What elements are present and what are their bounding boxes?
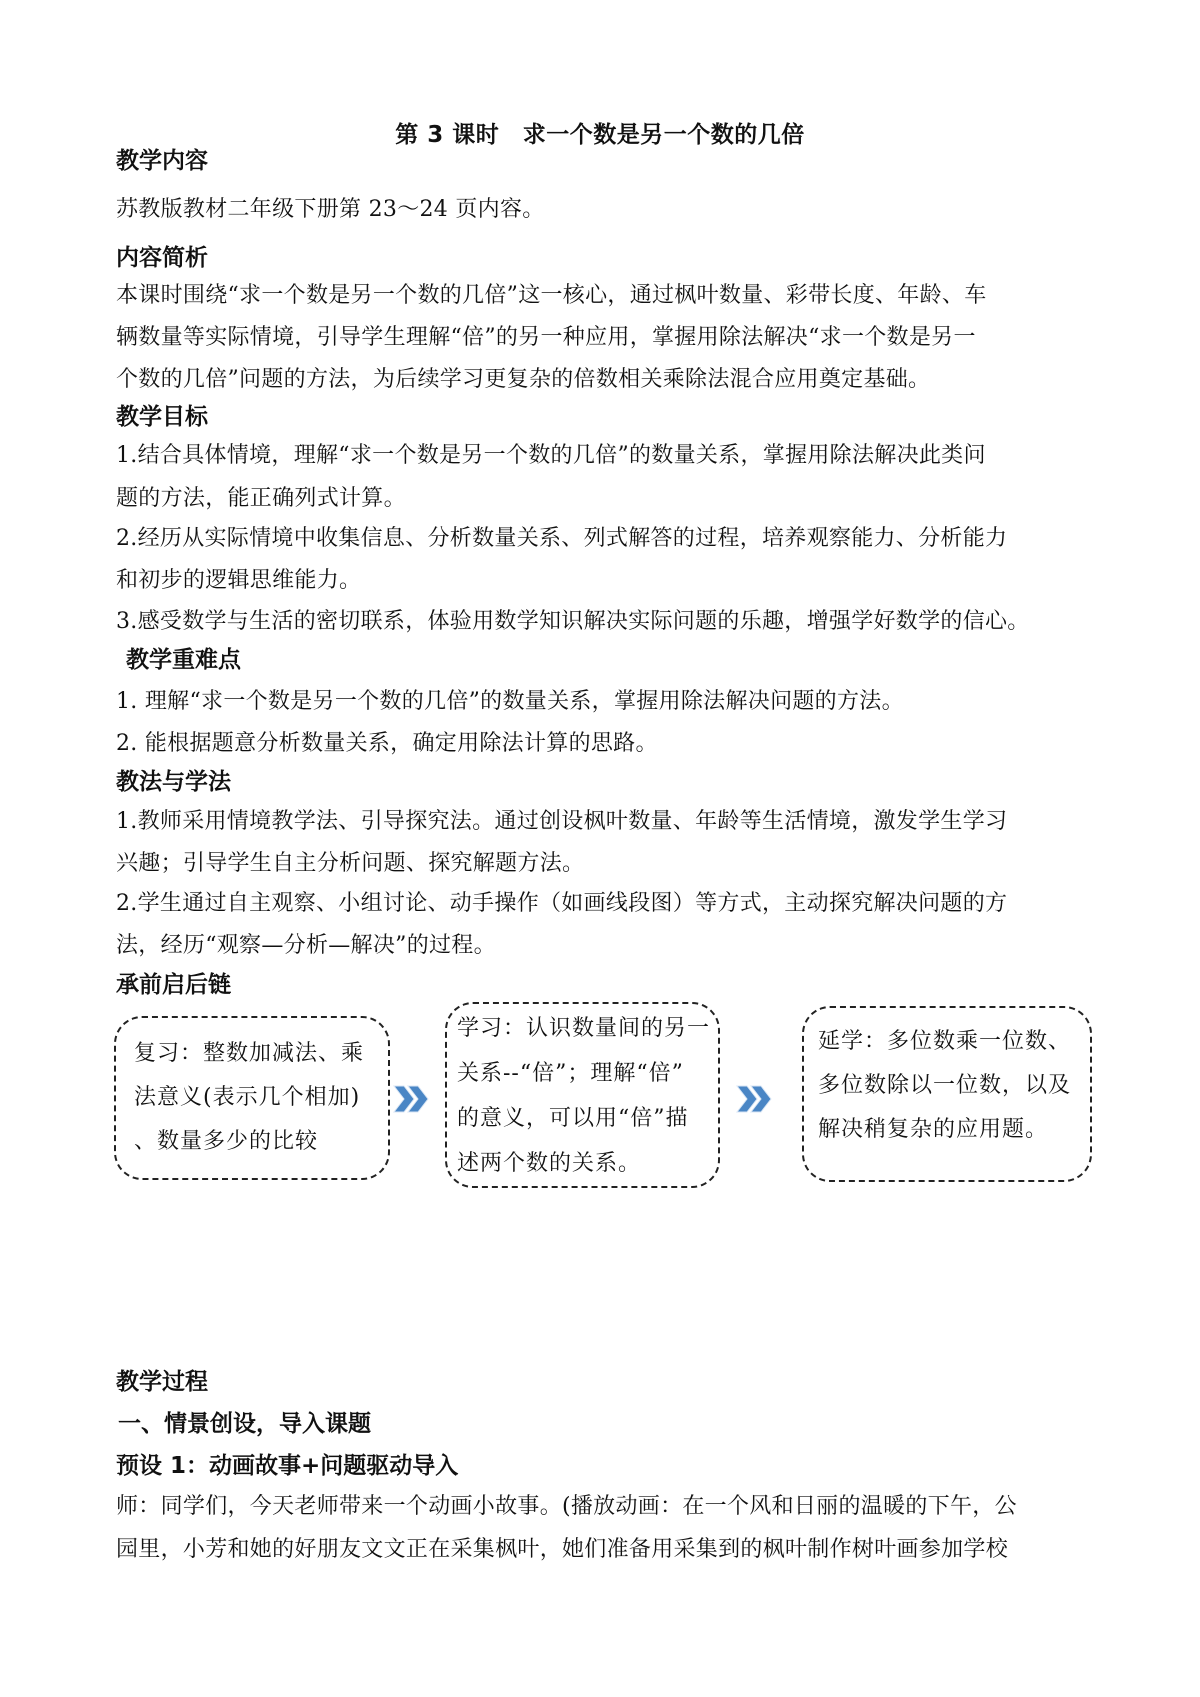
preset-heading: 预设 1：动画故事+问题驱动导入 [116,1453,459,1479]
method-line: 1.教师采用情境教学法、引导探究法。通过创设枫叶数量、年龄等生活情境，激发学生学习 [116,809,1008,834]
heading-key-points: 教学重难点 [126,647,241,673]
heading-methods: 教法与学法 [116,769,231,795]
summary-line: 本课时围绕“求一个数是另一个数的几倍”这一核心，通过枫叶数量、彩带长度、年龄、车 [116,283,987,308]
method-line: 法，经历“观察—分析—解决”的过程。 [116,933,496,958]
goal-line: 2.经历从实际情境中收集信息、分析数量关系、列式解答的过程，培养观察能力、分析能力 [116,526,1008,551]
heading-teaching-content: 教学内容 [116,148,208,174]
method-line: 兴趣；引导学生自主分析问题、探究解题方法。 [116,851,585,876]
learning-box [445,1002,720,1188]
summary-line: 辆数量等实际情境，引导学生理解“倍”的另一种应用，掌握用除法解决“求一个数是另一 [116,325,976,350]
chevron-double-right-icon [392,1084,440,1114]
page-title: 第 3 课时 求一个数是另一个数的几倍 [395,122,805,148]
summary-line: 个数的几倍”问题的方法，为后续学习更复杂的倍数相关乘除法混合应用奠定基础。 [116,367,931,392]
key-point-line: 1. 理解“求一个数是另一个数的几倍”的数量关系，掌握用除法解决问题的方法。 [116,689,904,714]
subheading-scene-intro: 一、情景创设，导入课题 [118,1411,371,1437]
chevron-double-right-icon [735,1084,783,1114]
goal-line: 1.结合具体情境，理解“求一个数是另一个数的几倍”的数量关系，掌握用除法解决此类问 [116,443,986,468]
heading-teaching-process: 教学过程 [116,1369,208,1395]
heading-teaching-goals: 教学目标 [116,404,208,430]
method-line: 2.学生通过自主观察、小组讨论、动手操作（如画线段图）等方式，主动探究解决问题的方 [116,891,1008,916]
goal-line: 3.感受数学与生活的密切联系，体验用数学知识解决实际问题的乐趣，增强学好数学的信心。 [116,609,1030,634]
extension-box [802,1006,1092,1182]
goal-line: 题的方法，能正确列式计算。 [116,486,406,511]
key-point-line: 2. 能根据题意分析数量关系，确定用除法计算的思路。 [116,731,658,756]
process-line: 师：同学们，今天老师带来一个动画小故事。(播放动画：在一个风和日丽的温暖的下午，公 [116,1494,1017,1519]
heading-knowledge-chain: 承前启后链 [116,972,231,998]
review-box-text: 复习：整数加减法、乘 法意义(表示几个相加) 、数量多少的比较 [134,1041,365,1154]
goal-line: 和初步的逻辑思维能力。 [116,568,362,593]
process-line: 园里，小芳和她的好朋友文文正在采集枫叶，她们准备用采集到的枫叶制作树叶画参加学校 [116,1537,1009,1562]
review-box [114,1016,390,1180]
learning-box-text: 学习：认识数量间的另一 关系--“倍”；理解“倍” 的意义，可以用“倍”描 述两个数的关系。 [457,1016,711,1176]
teaching-content-text: 苏教版教材二年级下册第 23～24 页内容。 [116,197,545,222]
extension-box-text: 延学：多位数乘一位数、 多位数除以一位数，以及 解决稍复杂的应用题。 [818,1029,1072,1142]
heading-content-summary: 内容简析 [116,245,208,271]
